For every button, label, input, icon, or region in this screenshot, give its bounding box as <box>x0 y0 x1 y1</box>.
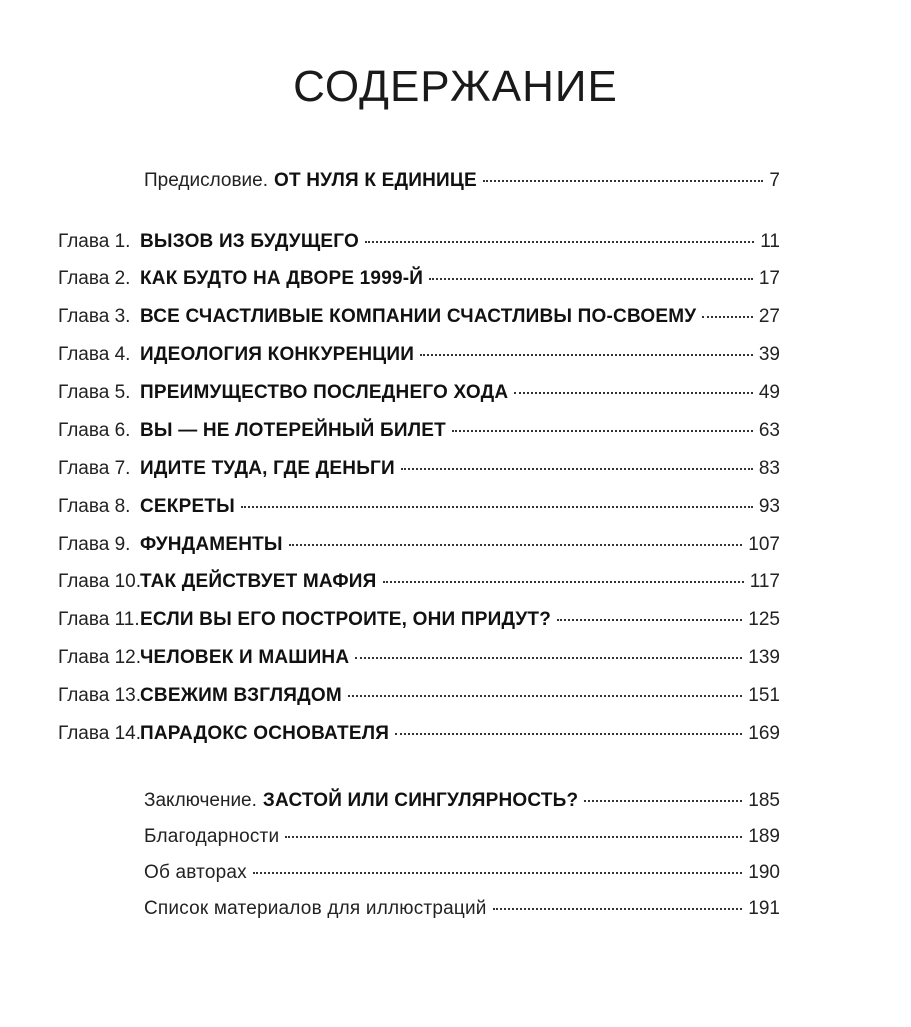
page-number: 17 <box>758 268 780 289</box>
toc-entry-chapter-2[interactable] <box>58 268 780 298</box>
entry-prefix: Глава 1. <box>58 231 131 252</box>
entry-prefix: Заключение. <box>144 790 257 811</box>
page-number: 125 <box>748 609 780 630</box>
dot-leader <box>348 695 742 697</box>
toc-entry-chapter-3[interactable] <box>58 306 780 336</box>
toc-entry-chapter-8[interactable] <box>58 496 780 526</box>
dot-leader <box>514 392 753 394</box>
page-number: 93 <box>758 496 780 517</box>
dot-leader <box>702 316 753 318</box>
toc-entry-chapter-6[interactable] <box>58 420 780 450</box>
dot-leader <box>452 430 753 432</box>
toc-entry-chapter-5[interactable] <box>58 382 780 412</box>
entry-title: ЗАСТОЙ ИЛИ СИНГУЛЯРНОСТЬ? <box>262 790 579 811</box>
entry-title: ОТ НУЛЯ К ЕДИНИЦЕ <box>274 170 477 191</box>
page-number: 169 <box>748 723 780 744</box>
dot-leader <box>241 506 753 508</box>
entry-title: ВЫЗОВ ИЗ БУДУЩЕГО <box>140 231 359 252</box>
dot-leader <box>289 544 743 546</box>
page-number: 63 <box>758 420 780 441</box>
toc-entry-chapter-13[interactable] <box>58 685 780 715</box>
entry-prefix: Глава 11. <box>58 609 140 630</box>
entry-title: ЕСЛИ ВЫ ЕГО ПОСТРОИТЕ, ОНИ ПРИДУТ? <box>140 609 552 630</box>
entry-title: ИДИТЕ ТУДА, ГДЕ ДЕНЬГИ <box>140 458 395 479</box>
entry-title: ФУНДАМЕНТЫ <box>140 534 283 555</box>
dot-leader <box>365 241 754 243</box>
page-number: 49 <box>758 382 780 403</box>
entry-prefix: Глава 8. <box>58 496 131 517</box>
dot-leader <box>429 278 753 280</box>
toc-entry-chapter-1[interactable] <box>58 231 780 261</box>
page-number: 83 <box>758 458 780 479</box>
dot-leader <box>483 180 764 182</box>
entry-title: ПРЕИМУЩЕСТВО ПОСЛЕДНЕГО ХОДА <box>140 382 509 403</box>
page-number: 189 <box>748 826 780 847</box>
entry-prefix: Глава 12. <box>58 647 142 668</box>
entry-title: СЕКРЕТЫ <box>140 496 235 517</box>
page-number: 185 <box>748 790 780 811</box>
entry-title: ИДЕОЛОГИЯ КОНКУРЕНЦИИ <box>140 344 415 365</box>
toc-entry-chapter-7[interactable] <box>58 458 780 488</box>
page-number: 7 <box>769 170 780 191</box>
entry-prefix: Глава 4. <box>58 344 131 365</box>
entry-prefix: Глава 9. <box>58 534 131 555</box>
entry-prefix: Глава 7. <box>58 458 131 479</box>
dot-leader <box>395 733 742 735</box>
toc-entry-chapter-9[interactable] <box>58 534 780 564</box>
toc-entry-illustrations[interactable] <box>144 898 780 928</box>
entry-title: ЧЕЛОВЕК И МАШИНА <box>140 647 350 668</box>
dot-leader <box>355 657 742 659</box>
entry-prefix: Глава 14. <box>58 723 142 744</box>
dot-leader <box>584 800 742 802</box>
entry-title: Об авторах <box>144 862 247 883</box>
entry-title: ТАК ДЕЙСТВУЕТ МАФИЯ <box>140 571 377 592</box>
page-number: 191 <box>748 898 780 919</box>
entry-prefix: Глава 13. <box>58 685 142 706</box>
toc-entry-chapter-12[interactable] <box>58 647 780 677</box>
dot-leader <box>420 354 753 356</box>
dot-leader <box>493 908 743 910</box>
toc-entry-chapter-4[interactable] <box>58 344 780 374</box>
page-number: 39 <box>758 344 780 365</box>
entry-title: Благодарности <box>144 826 280 847</box>
toc-entry-chapter-11[interactable] <box>58 609 780 639</box>
dot-leader <box>383 581 744 583</box>
page-number: 117 <box>749 571 780 592</box>
toc-entry-about-authors[interactable] <box>144 862 780 892</box>
entry-title: КАК БУДТО НА ДВОРЕ 1999-Й <box>140 268 424 289</box>
toc-entry-chapter-10[interactable] <box>58 571 780 601</box>
entry-title: ВЫ — НЕ ЛОТЕРЕЙНЫЙ БИЛЕТ <box>140 420 446 441</box>
entry-prefix: Глава 5. <box>58 382 131 403</box>
page-number: 107 <box>748 534 780 555</box>
dot-leader <box>557 619 742 621</box>
toc-entry-chapter-14[interactable] <box>58 723 780 753</box>
toc-entry-preface[interactable] <box>144 170 780 200</box>
entry-prefix: Предисловие. <box>144 170 268 191</box>
entry-title: Список материалов для иллюстраций <box>144 898 487 919</box>
entry-prefix: Глава 10. <box>58 571 142 592</box>
entry-title: ВСЕ СЧАСТЛИВЫЕ КОМПАНИИ СЧАСТЛИВЫ ПО-СВОЕМУ <box>140 306 697 327</box>
entry-prefix: Глава 6. <box>58 420 131 441</box>
page-number: 27 <box>758 306 780 327</box>
toc-entry-conclusion[interactable] <box>144 790 780 820</box>
page-number: 11 <box>760 231 780 252</box>
entry-prefix: Глава 3. <box>58 306 131 327</box>
entry-prefix: Глава 2. <box>58 268 131 289</box>
toc-entry-acknowledgements[interactable] <box>144 826 780 856</box>
dot-leader <box>253 872 742 874</box>
dot-leader <box>285 836 742 838</box>
dot-leader <box>401 468 753 470</box>
page-title: СОДЕРЖАНИЕ <box>293 62 618 111</box>
page-number: 190 <box>748 862 780 883</box>
entry-title: ПАРАДОКС ОСНОВАТЕЛЯ <box>140 723 390 744</box>
page-number: 139 <box>748 647 780 668</box>
entry-title: СВЕЖИМ ВЗГЛЯДОМ <box>140 685 342 706</box>
page-number: 151 <box>748 685 780 706</box>
